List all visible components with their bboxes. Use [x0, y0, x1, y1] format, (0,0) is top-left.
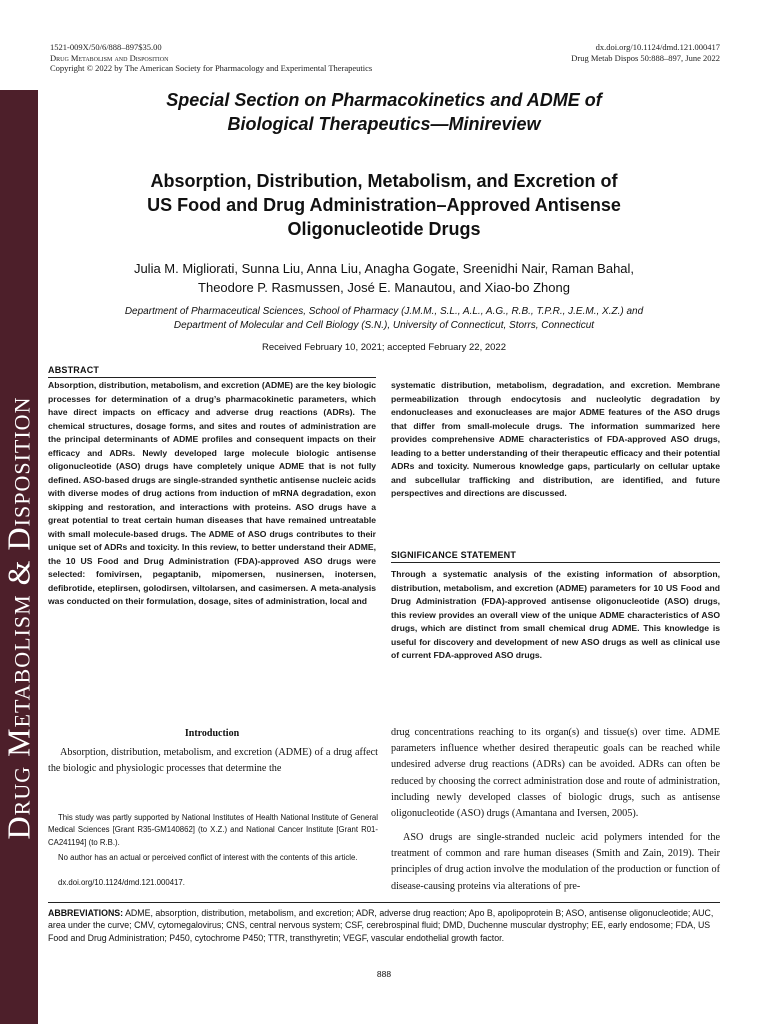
journal-spine-banner	[0, 90, 38, 1024]
abbreviations-divider	[48, 902, 720, 903]
special-section-title: Special Section on Pharmacokinetics and ADME of Biological Therapeutics—Minireview	[166, 90, 602, 134]
header-left	[50, 42, 372, 74]
copyright-line: Copyright © 2022 by The American Society for Pharmacology and Experimental Therapeutics	[50, 63, 373, 73]
citation-line: Drug Metab Dispos 50:888–897, June 2022	[571, 52, 720, 63]
funding-footnote: This study was partly supported by National Institutes of Health National Institute of General Medical Sciences [Grant R35-GM140862] (to X.Z.) and National Cancer Institute [Grant R01-CA241194] (to R.B.).	[48, 813, 378, 847]
intro-paragraph-right-1: drug concentrations reaching to its organ(s) and tissue(s) over time. ADME parameters influence whether desired therapeutic goals can be reached while undesired adverse drug reactions (ADRs) can be avoided. ADRs can often be reduced by choosing the correct administration dose and route of administration, including newly developed classes of biologic drugs, such as antisense oligonucleotide (ASO) drugs (Amantana and Iversen, 2005).	[391, 727, 720, 820]
intro-paragraph-right-2: ASO drugs are single-stranded nucleic acid polymers intended for the treatment of common and rare human diseases (Smith and Zain, 2019). Their principles of drug action involve the modulation of the production or function of disease-causing proteins via alterations of pre-	[391, 832, 720, 892]
abbreviations-label: ABBREVIATIONS:	[48, 908, 124, 918]
introduction-heading: Introduction	[184, 728, 240, 739]
abstract-text-right: systematic distribution, metabolism, degradation, and excretion. Membrane permeabilization through endocytosis and nucleolytic degradation by endonucleases and exonucleases are major ADME features of the ASO drugs that differ from small-molecule drugs. The information summarized here provides comprehensive ADME characteristics of FDA-approved ASO drugs, leading to a better understanding of their therapeutic efficacy and their potential ADRs and toxicity. Numerous knowledge gaps, particularly on cellular uptake and subcellular trafficking and distribution, are identified, and future perspectives and directions are discussed.	[391, 380, 720, 498]
abstract-heading: ABSTRACT	[48, 365, 376, 378]
significance-text: Through a systematic analysis of the existing information of absorption, distribution, metabolism, and excretion (ADME) parameters for 10 US Food and Drug Administration (FDA)-approved antisense oligonucleotide (ASO) drugs, this review provides an overall view of the unique ADME characteristics of ASO drugs, which are distinct from small chemical drug ADME. This knowledge is useful for discovery and development of new ASO drugs as well as clinical use of current FDA-approved ASO drugs.	[391, 569, 720, 660]
author-list: Julia M. Migliorati, Sunna Liu, Anna Liu, Anagha Gogate, Sreenidhi Nair, Raman Bahal, Theodore P. Rasmussen, José E. Manautou, and Xiao-bo Zhong	[133, 261, 635, 295]
abbreviations-block	[48, 907, 720, 944]
abstract-text-left: Absorption, distribution, metabolism, and excretion (ADME) are the key biologic processes for determination of a drug’s pharmacokinetic parameters, which have direct impacts on efficacy and adverse drug reactions (ADRs). The chemical structures, dosage forms, and sites and routes of administration are the principal determinants of ADME profiles and consequent impacts on their efficacy and ADRs. Newly developed large molecule biologic antisense oligonucleotide (ASO) drugs have completely unique ADME that is not fully defined. ASO-based drugs are single-stranded synthetic antisense nucleic acids with diverse modes of drug actions from induction of mRNA degradation, exon skipping and restoration, and interactions with proteins. ASO drugs have a great potential to treat certain human diseases that have remained untreatable with small molecule-based drugs. The ADME of ASO drugs contributes to their unique set of ADRs and toxicity. In this review, to better understand their ADME, the 10 US Food and Drug Administration (FDA)-approved ASO drugs were selected: fomivirsen, pegaptanib, mipomersen, nusinersen, inotersen, defibrotide, eteplirsen, golodirsen, viltolarsen, and casimersen. A meta-analysis was conducted on their formulation, dosage, sites of administration, local and	[48, 380, 376, 606]
header-right	[571, 42, 720, 63]
doi-footnote: dx.doi.org/10.1124/dmd.121.000417.	[58, 878, 185, 887]
page-number: 888	[376, 969, 392, 979]
journal-spine-title: Drug Metabolism & Disposition	[0, 396, 37, 840]
doi-link[interactable]: dx.doi.org/10.1124/dmd.121.000417	[595, 42, 720, 52]
abbreviations-text: ADME, absorption, distribution, metabolism, and excretion; ADR, adverse drug reaction; Apo B, apolipoprotein B; ASO, antisense oligonucleotide; AUC, area under the curve; CMV, cytomegalovirus; CNS, central nervous system; CSF, cerebrospinal fluid; DMD, Duchenne muscular dystrophy; EE, early endosome; FDA, US Food and Drug Administration; P450, cytochrome P450; TTR, transthyretin; VEGF, vascular endothelial growth factor.	[48, 908, 714, 943]
received-dates: Received February 10, 2021; accepted February 22, 2022	[262, 342, 506, 353]
conflict-footnote: No author has an actual or perceived conflict of interest with the contents of this article.	[58, 853, 358, 862]
intro-paragraph-left: Absorption, distribution, metabolism, and excretion (ADME) of a drug affect the biologic and physiologic processes that determine the	[48, 747, 378, 775]
significance-heading: SIGNIFICANCE STATEMENT	[391, 550, 720, 563]
journal-name: Drug Metabolism and Disposition	[50, 52, 169, 63]
affiliations: Department of Pharmaceutical Sciences, School of Pharmacy (J.M.M., S.L., A.L., A.G., R.B., T.P.R., J.E.M., X.Z.) and Department of Molecular and Cell Biology (S.N.), University of Connecticut, Storrs, Connecticut	[124, 306, 644, 331]
issn-line: 1521-009X/50/6/888–897$35.00	[50, 42, 162, 52]
article-title: Absorption, Distribution, Metabolism, and Excretion of US Food and Drug Administration–Approved Antisense Oligonucleotide Drugs	[147, 171, 621, 239]
